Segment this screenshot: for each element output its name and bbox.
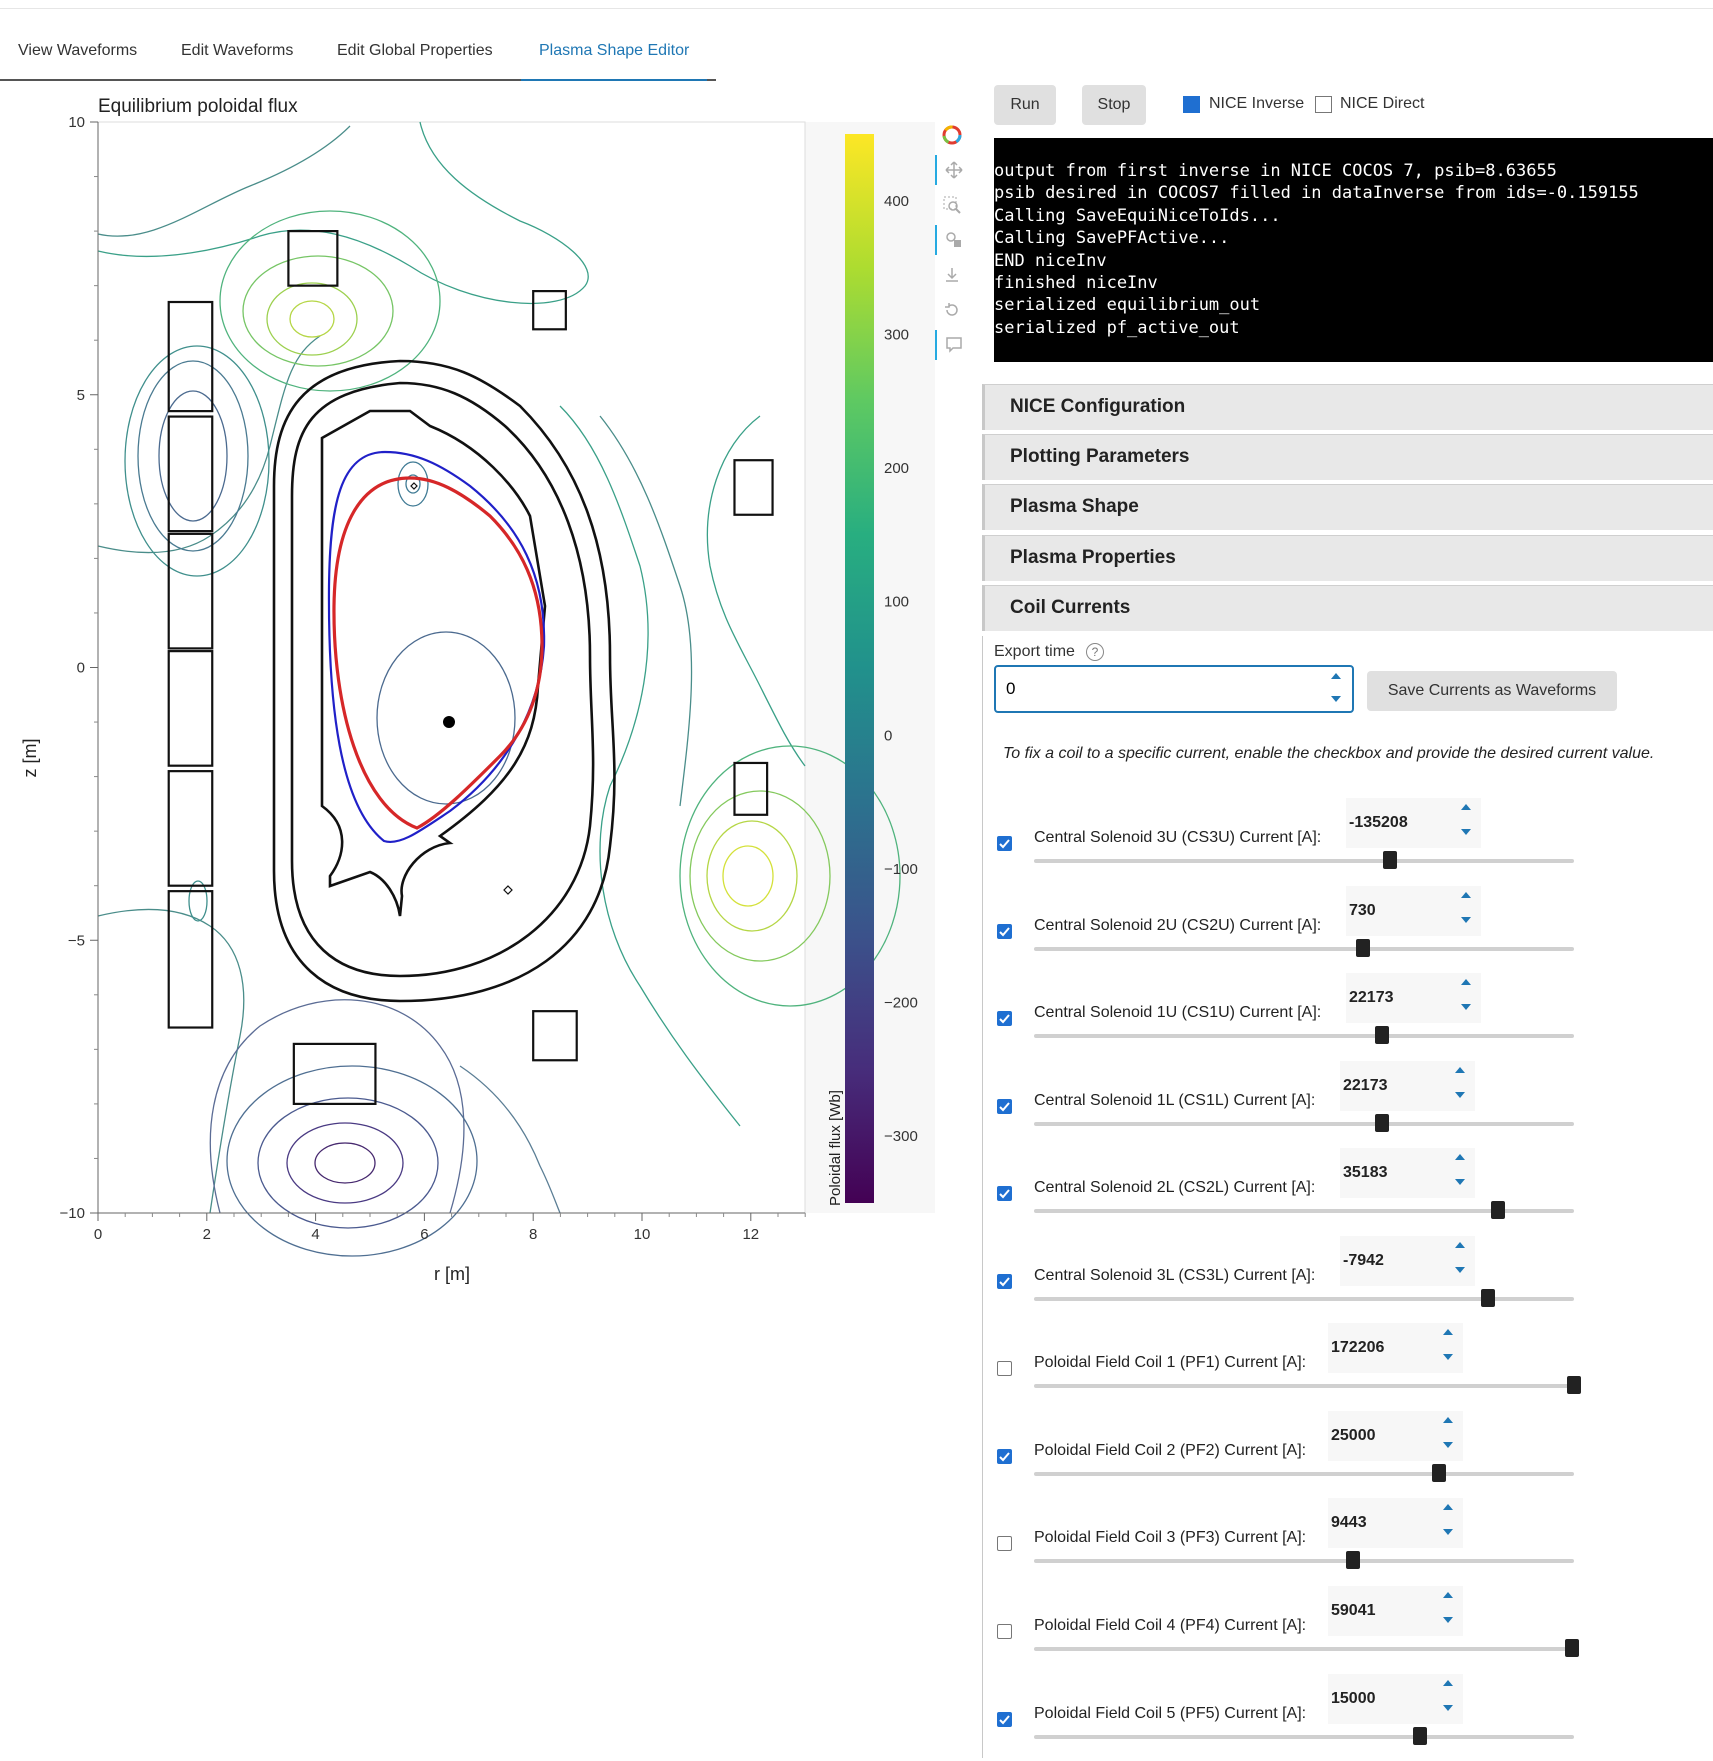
- x-axis-label: r [m]: [434, 1264, 470, 1284]
- coil-current-slider[interactable]: [1034, 859, 1574, 863]
- coil-current-input[interactable]: [1328, 1586, 1463, 1636]
- coil-current-input[interactable]: [1340, 1061, 1475, 1111]
- colorbar-label: Poloidal flux [Wb]: [827, 1090, 844, 1206]
- x-tick-label: 10: [633, 1226, 651, 1243]
- coil-current-value: 9443: [1331, 1514, 1367, 1531]
- save-icon[interactable]: [935, 260, 969, 290]
- coil-fix-checkbox[interactable]: [997, 1361, 1012, 1376]
- coil-fix-checkbox[interactable]: [997, 1536, 1012, 1551]
- x-tick-label: 12: [742, 1226, 760, 1243]
- increment-icon[interactable]: [1453, 1240, 1467, 1250]
- y-tick-label: 5: [76, 386, 85, 404]
- x-tick-label: 0: [93, 1226, 103, 1243]
- increment-icon[interactable]: [1453, 1152, 1467, 1162]
- slider-handle[interactable]: [1491, 1201, 1505, 1219]
- equilibrium-plot[interactable]: [0, 86, 960, 1286]
- flux-chart-svg[interactable]: [0, 86, 960, 1286]
- coil-fix-checkbox[interactable]: [997, 836, 1012, 851]
- nice-direct-checkbox[interactable]: [1315, 96, 1332, 113]
- coil-current-slider[interactable]: [1034, 947, 1574, 951]
- colorbar-tick-label: 400: [884, 192, 910, 210]
- coil-fix-hint: To fix a coil to a specific current, enable the checkbox and provide the desired current value.: [1003, 745, 1655, 762]
- slider-handle[interactable]: [1481, 1289, 1495, 1307]
- slider-handle[interactable]: [1413, 1727, 1427, 1745]
- console-line: serialized pf_active_out: [994, 317, 1240, 338]
- coil-current-input[interactable]: [1328, 1411, 1463, 1461]
- save-currents-button[interactable]: Save Currents as Waveforms: [1367, 671, 1617, 711]
- coil-fix-checkbox[interactable]: [997, 1099, 1012, 1114]
- increment-icon[interactable]: [1459, 890, 1473, 900]
- reset-icon[interactable]: [935, 295, 969, 325]
- x-tick-label: 8: [529, 1226, 538, 1243]
- coil-current-input[interactable]: [1328, 1323, 1463, 1373]
- export-time-increment-icon[interactable]: [1328, 670, 1344, 682]
- decrement-icon[interactable]: [1459, 915, 1473, 925]
- coil-row: [982, 973, 1713, 1060]
- coil-current-label: Poloidal Field Coil 2 (PF2) Current [A]:: [1034, 1442, 1307, 1459]
- increment-icon[interactable]: [1459, 802, 1473, 812]
- decrement-icon[interactable]: [1453, 1090, 1467, 1100]
- slider-handle[interactable]: [1383, 851, 1397, 869]
- increment-icon[interactable]: [1459, 977, 1473, 987]
- accordion-plasma-shape[interactable]: Plasma Shape: [982, 484, 1713, 530]
- magnetic-axis-marker: [443, 716, 455, 728]
- slider-handle[interactable]: [1567, 1376, 1581, 1394]
- help-icon[interactable]: ?: [1086, 643, 1104, 661]
- coil-fix-checkbox[interactable]: [997, 1186, 1012, 1201]
- coil-current-value: 22173: [1343, 1077, 1388, 1094]
- decrement-icon[interactable]: [1459, 827, 1473, 837]
- coil-row: [982, 798, 1713, 885]
- increment-icon[interactable]: [1441, 1415, 1455, 1425]
- coil-current-slider[interactable]: [1034, 1384, 1574, 1388]
- coil-fix-checkbox[interactable]: [997, 1624, 1012, 1639]
- coil-fix-checkbox[interactable]: [997, 1274, 1012, 1289]
- console-output: [994, 138, 1713, 362]
- increment-icon[interactable]: [1441, 1327, 1455, 1337]
- coil-fix-checkbox[interactable]: [997, 1011, 1012, 1026]
- x-tick-label: 4: [311, 1226, 320, 1243]
- coil-current-label: Central Solenoid 1U (CS1U) Current [A]:: [1034, 1004, 1322, 1021]
- colorbar-tick-label: 0: [884, 727, 893, 745]
- coil-current-value: 35183: [1343, 1164, 1388, 1181]
- coil-current-slider[interactable]: [1034, 1122, 1574, 1126]
- coil-current-value: 25000: [1331, 1427, 1376, 1444]
- accordion-coil-currents[interactable]: Coil Currents: [982, 585, 1713, 631]
- y-tick-label: 0: [76, 659, 85, 677]
- decrement-icon[interactable]: [1453, 1265, 1467, 1275]
- coil-current-input[interactable]: [1328, 1498, 1463, 1548]
- accordion-plasma-properties[interactable]: Plasma Properties: [982, 535, 1713, 581]
- slider-handle[interactable]: [1432, 1464, 1446, 1482]
- box-zoom-icon[interactable]: [935, 190, 969, 220]
- coil-current-input[interactable]: [1340, 1148, 1475, 1198]
- coil-row: [982, 1411, 1713, 1498]
- decrement-icon[interactable]: [1441, 1352, 1455, 1362]
- increment-icon[interactable]: [1441, 1678, 1455, 1688]
- coil-current-value: 59041: [1331, 1602, 1376, 1619]
- nice-direct-label: NICE Direct: [1340, 95, 1425, 112]
- coil-current-input[interactable]: [1346, 886, 1481, 936]
- coil-current-value: -7942: [1343, 1252, 1384, 1269]
- coil-current-slider[interactable]: [1034, 1647, 1574, 1651]
- coil-row: [982, 1061, 1713, 1148]
- x-tick-label: 2: [202, 1226, 211, 1243]
- increment-icon[interactable]: [1441, 1502, 1455, 1512]
- coil-current-label: Central Solenoid 3U (CS3U) Current [A]:: [1034, 829, 1322, 846]
- increment-icon[interactable]: [1453, 1065, 1467, 1075]
- coil-row: [982, 1236, 1713, 1323]
- coil-current-label: Central Solenoid 2L (CS2L) Current [A]:: [1034, 1179, 1316, 1196]
- tab-bar: [0, 30, 716, 81]
- slider-handle[interactable]: [1565, 1639, 1579, 1657]
- coil-current-label: Poloidal Field Coil 5 (PF5) Current [A]:: [1034, 1705, 1307, 1722]
- coil-row: [982, 1323, 1713, 1410]
- console-line: Calling SaveEquiNiceToIds...: [994, 205, 1281, 226]
- nice-inverse-label: NICE Inverse: [1209, 95, 1305, 112]
- hover-icon[interactable]: [935, 330, 971, 360]
- colorbar-tick-label: −100: [884, 860, 918, 878]
- coil-current-input[interactable]: [1346, 798, 1481, 848]
- coil-current-slider[interactable]: [1034, 1472, 1574, 1476]
- nice-inverse-checkbox[interactable]: [1183, 96, 1200, 113]
- y-tick-label: 10: [68, 114, 85, 131]
- bokeh-logo-icon[interactable]: [935, 120, 969, 150]
- colorbar-tick-label: 300: [884, 326, 910, 344]
- coil-fix-checkbox[interactable]: [997, 1449, 1012, 1464]
- pan-icon[interactable]: [935, 155, 971, 185]
- tab-edit-global-properties[interactable]: Edit Global Properties: [337, 42, 493, 59]
- decrement-icon[interactable]: [1459, 1002, 1473, 1012]
- decrement-icon[interactable]: [1441, 1440, 1455, 1450]
- stop-button[interactable]: Stop: [1082, 85, 1146, 125]
- coil-current-value: 15000: [1331, 1690, 1376, 1707]
- coil-current-value: 730: [1349, 902, 1376, 919]
- colorbar-tick-label: −200: [884, 994, 918, 1012]
- export-time-input[interactable]: [994, 665, 1354, 713]
- increment-icon[interactable]: [1441, 1590, 1455, 1600]
- coil-row: [982, 1674, 1713, 1761]
- coil-current-label: Poloidal Field Coil 3 (PF3) Current [A]:: [1034, 1529, 1307, 1546]
- chart-title: Equilibrium poloidal flux: [98, 96, 298, 117]
- accordion-nice-configuration[interactable]: NICE Configuration: [982, 384, 1713, 430]
- coil-current-slider[interactable]: [1034, 1735, 1574, 1739]
- coil-current-input[interactable]: [1346, 973, 1481, 1023]
- coil-current-slider[interactable]: [1034, 1034, 1574, 1038]
- coil-current-label: Central Solenoid 1L (CS1L) Current [A]:: [1034, 1092, 1316, 1109]
- coil-current-input[interactable]: [1340, 1236, 1475, 1286]
- coil-fix-checkbox[interactable]: [997, 1712, 1012, 1727]
- wheel-zoom-icon[interactable]: [935, 225, 971, 255]
- export-time-label: Export time: [994, 643, 1075, 660]
- decrement-icon[interactable]: [1441, 1703, 1455, 1713]
- colorbar-tick-label: −300: [884, 1128, 918, 1146]
- coil-current-label: Central Solenoid 2U (CS2U) Current [A]:: [1034, 917, 1322, 934]
- top-divider: [0, 8, 1713, 9]
- console-line: Calling SavePFActive...: [994, 228, 1230, 249]
- coil-row: [982, 886, 1713, 973]
- decrement-icon[interactable]: [1441, 1527, 1455, 1537]
- colorbar-gradient: [845, 134, 874, 1203]
- y-tick-label: −10: [59, 1205, 85, 1222]
- console-line: END niceInv: [994, 250, 1107, 271]
- slider-handle[interactable]: [1375, 1026, 1389, 1044]
- tab-view-waveforms[interactable]: View Waveforms: [18, 42, 138, 59]
- coil-current-value: -135208: [1349, 814, 1408, 831]
- plot-frame: [98, 122, 805, 1213]
- slider-handle[interactable]: [1346, 1551, 1360, 1569]
- colorbar-tick-label: 100: [884, 593, 910, 611]
- x-tick-label: 6: [420, 1226, 429, 1243]
- tab-plasma-shape-editor[interactable]: Plasma Shape Editor: [521, 30, 707, 81]
- coil-row: [982, 1586, 1713, 1673]
- run-button[interactable]: Run: [994, 85, 1056, 125]
- coil-row: [982, 1498, 1713, 1585]
- decrement-icon[interactable]: [1453, 1177, 1467, 1187]
- export-time-decrement-icon[interactable]: [1328, 693, 1344, 705]
- y-tick-label: −5: [67, 932, 85, 950]
- coil-current-label: Poloidal Field Coil 1 (PF1) Current [A]:: [1034, 1354, 1307, 1371]
- slider-handle[interactable]: [1356, 939, 1370, 957]
- coil-current-label: Central Solenoid 3L (CS3L) Current [A]:: [1034, 1267, 1316, 1284]
- decrement-icon[interactable]: [1441, 1615, 1455, 1625]
- console-line: output from first inverse in NICE COCOS 7, psib=8.63655: [994, 161, 1557, 181]
- coil-row: [982, 1148, 1713, 1235]
- colorbar-tick-label: 200: [884, 460, 910, 478]
- slider-handle[interactable]: [1375, 1114, 1389, 1132]
- coil-current-value: 22173: [1349, 989, 1394, 1006]
- coil-current-value: 172206: [1331, 1339, 1385, 1356]
- coil-current-slider[interactable]: [1034, 1559, 1574, 1563]
- coil-current-input[interactable]: [1328, 1674, 1463, 1724]
- accordion-plotting-parameters[interactable]: Plotting Parameters: [982, 434, 1713, 480]
- console-line: psib desired in COCOS7 filled in dataInverse from ids=-0.159155: [994, 183, 1639, 204]
- coil-current-label: Poloidal Field Coil 4 (PF4) Current [A]:: [1034, 1617, 1307, 1634]
- tab-edit-waveforms[interactable]: Edit Waveforms: [181, 42, 294, 59]
- y-axis-label: z [m]: [20, 738, 40, 778]
- console-line: serialized equilibrium_out: [994, 295, 1261, 316]
- console-line: finished niceInv: [994, 273, 1158, 294]
- coil-fix-checkbox[interactable]: [997, 924, 1012, 939]
